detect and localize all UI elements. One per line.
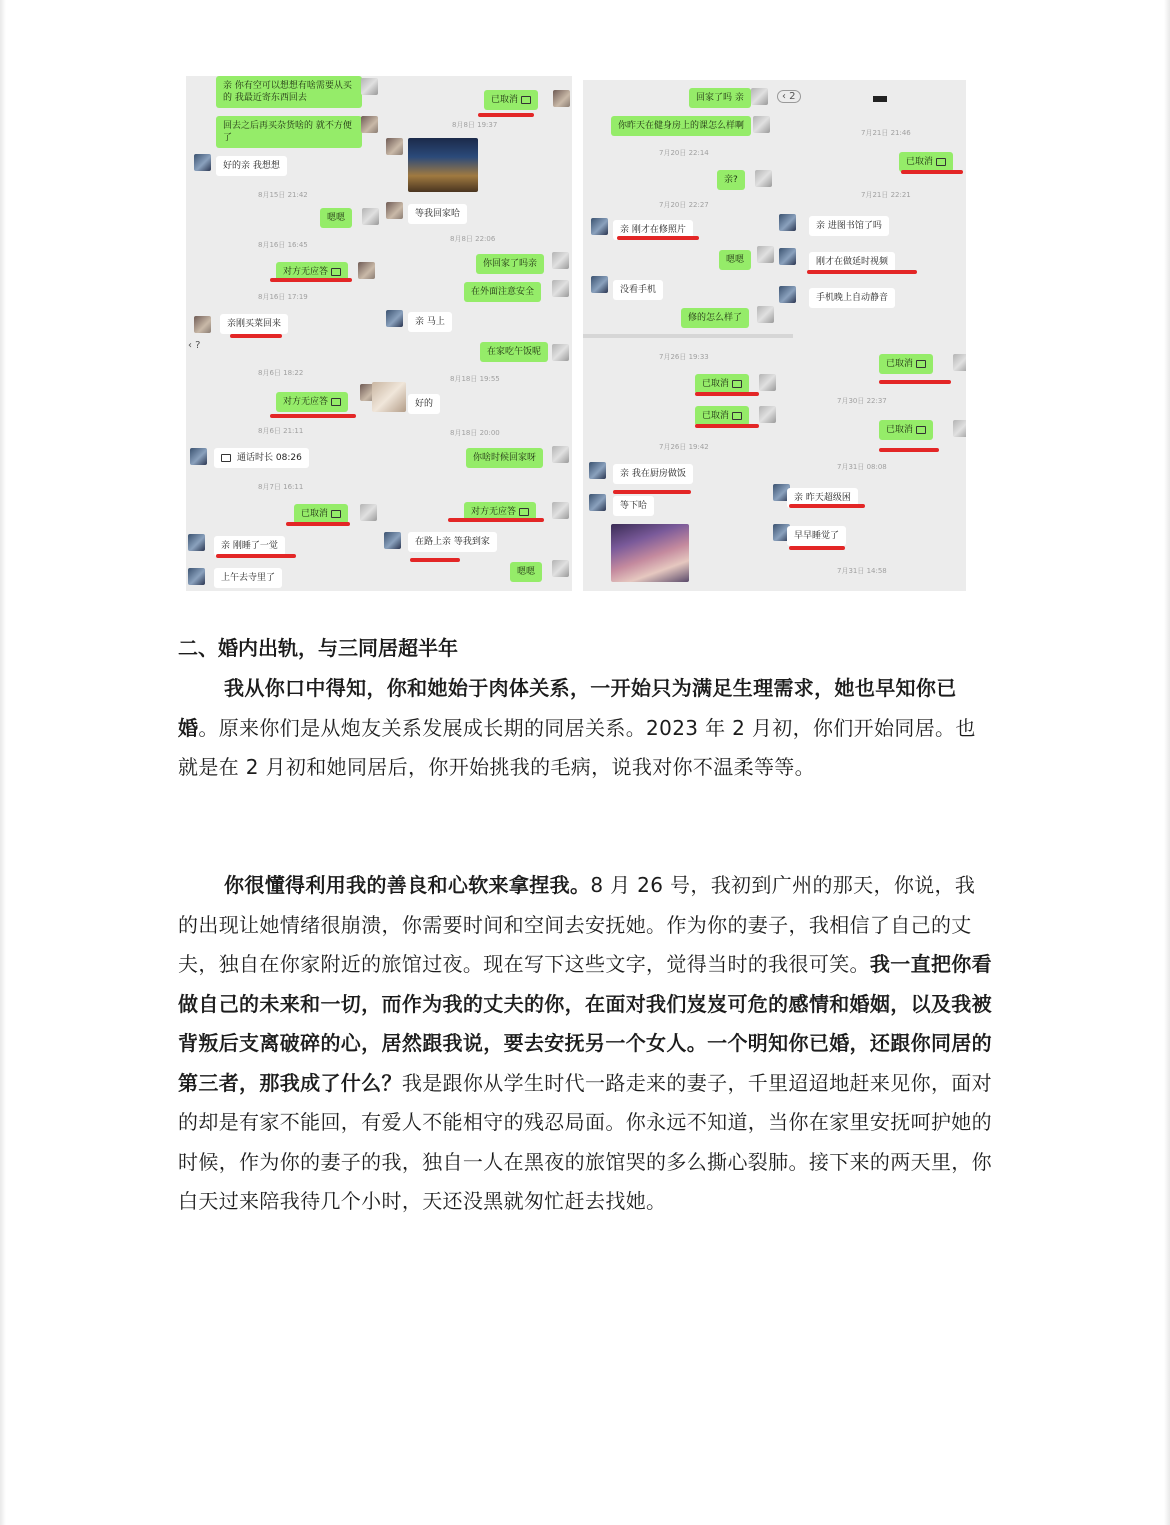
chat-bubble: 已取消	[695, 374, 749, 394]
phone-icon	[521, 96, 531, 104]
avatar	[552, 252, 569, 269]
timestamp: 8月6日 18:22	[258, 369, 304, 377]
phone-icon	[732, 380, 742, 388]
red-underline	[879, 448, 939, 452]
chat-bubble: 手机晚上自动静音	[809, 288, 895, 308]
chat-bubble: 回家了吗 亲	[689, 88, 751, 108]
avatar	[362, 208, 379, 225]
avatar	[386, 310, 403, 327]
timestamp: 8月6日 21:11	[258, 427, 304, 435]
avatar	[386, 138, 403, 155]
avatar	[591, 276, 608, 293]
chat-bubble: 在家吃午饭呢	[480, 342, 548, 362]
chat-bubble: 刚才在做延时视频	[809, 252, 895, 272]
timestamp: 7月20日 22:14	[659, 149, 709, 157]
paragraph	[178, 866, 993, 1222]
red-underline	[695, 424, 759, 428]
chat-bubble: 已取消	[294, 504, 348, 524]
avatar	[589, 494, 606, 511]
photo-thumbnail	[611, 524, 689, 582]
chat-bubble: 等我回家哈	[408, 204, 467, 224]
timestamp: 8月16日 17:19	[258, 293, 308, 301]
avatar	[188, 568, 205, 585]
avatar	[757, 246, 774, 263]
avatar	[589, 462, 606, 479]
avatar	[779, 286, 796, 303]
chat-nav: ‹ ?	[188, 340, 201, 351]
chat-bubble: 嗯嗯	[719, 250, 751, 270]
red-underline	[789, 546, 845, 550]
chat-bubble: 在外面注意安全	[464, 282, 541, 302]
chat-bubble: 通话时长 08:26	[214, 448, 309, 468]
avatar	[753, 116, 770, 133]
red-underline	[617, 236, 699, 240]
phone-icon	[916, 426, 926, 434]
chat-bubble: 对方无应答	[464, 502, 536, 522]
avatar	[188, 534, 205, 551]
chat-bubble: 修的怎么样了	[681, 308, 749, 328]
red-underline	[270, 414, 356, 418]
paragraph-bold-text: 我从你口中得知，你和她始于肉体关系，一开始只为满足生理需求，她也早知你已婚	[178, 676, 957, 740]
avatar	[779, 214, 796, 231]
chat-bubble: 亲?	[717, 170, 745, 190]
paragraph	[178, 669, 993, 788]
phone-icon	[519, 508, 529, 516]
status-icon	[873, 96, 887, 102]
red-underline	[410, 558, 460, 562]
video-call-icon	[221, 454, 231, 462]
timestamp: 7月21日 22:21	[861, 191, 911, 199]
chat-bubble: 嗯嗯	[510, 562, 542, 582]
paragraph-text: 。原来你们是从炮友关系发展成长期的同居关系。2023 年 2 月初，你们开始同居。也就是在 2 月初和她同居后，你开始挑我的毛病，说我对你不温柔等等。	[178, 715, 976, 779]
chat-bubble: 亲 刚才在修照片	[613, 220, 693, 240]
timestamp: 8月18日 20:00	[450, 429, 500, 437]
paragraph-text: 8 月 26 号，我初到广州的那天，你说，我的出现让她情绪很崩溃，你需要时间和空间去安抚她。作为你的妻子，我相信了自己的丈夫，独自在你家附近的旅馆过夜。现在写下这些文字，觉得当时的我很可笑。	[178, 873, 976, 976]
chat-bubble: 回去之后再买杂货啥的 就不方便了	[216, 116, 362, 148]
red-underline	[216, 554, 296, 558]
chat-bubble: 亲 你有空可以想想有啥需要从买的 我最近寄东西回去	[216, 76, 362, 108]
chat-bubble: 等下哈	[613, 496, 654, 516]
chat-bubble: 没看手机	[613, 280, 663, 300]
phone-icon	[936, 158, 946, 166]
phone-icon	[331, 398, 341, 406]
avatar	[361, 116, 378, 133]
chat-bubble: 亲刚买菜回来	[220, 314, 288, 334]
avatar	[751, 88, 768, 105]
red-underline	[807, 270, 917, 274]
chat-bubble: 亲 刚睡了一觉	[214, 536, 285, 556]
section-heading: 二、婚内出轨，与三同居超半年	[178, 636, 458, 660]
chat-bubble: 已取消	[879, 420, 933, 440]
red-underline	[270, 278, 352, 282]
chat-nav: ‹ 2	[777, 90, 801, 103]
chat-bubble: 早早睡觉了	[787, 526, 846, 546]
timestamp: 7月20日 22:27	[659, 201, 709, 209]
red-underline	[695, 392, 759, 396]
chat-bubble: 嗯嗯	[320, 208, 352, 228]
chat-bubble: 对方无应答	[276, 262, 348, 282]
chat-bubble: 在路上亲 等我到家	[408, 532, 497, 552]
chat-screenshot-left	[186, 76, 572, 591]
chat-bubble: 你回家了吗亲	[476, 254, 544, 274]
timestamp: 7月31日 08:08	[837, 463, 887, 471]
photo-thumbnail	[408, 138, 478, 192]
avatar	[953, 354, 966, 371]
timestamp: 8月7日 16:11	[258, 483, 304, 491]
phone-icon	[331, 268, 341, 276]
avatar	[190, 448, 207, 465]
timestamp: 7月26日 19:42	[659, 443, 709, 451]
chat-bubble: 亲 马上	[408, 312, 452, 332]
chat-bubble: 你昨天在健身房上的课怎么样啊	[611, 116, 751, 136]
avatar	[384, 532, 401, 549]
timestamp: 8月18日 19:55	[450, 375, 500, 383]
chat-bubble: 对方无应答	[276, 392, 348, 412]
phone-icon	[732, 412, 742, 420]
divider	[583, 334, 793, 338]
red-underline	[879, 380, 951, 384]
red-underline	[901, 170, 963, 174]
avatar	[552, 560, 569, 577]
avatar	[552, 502, 569, 519]
avatar	[360, 504, 377, 521]
chat-bubble: 亲 进图书馆了吗	[809, 216, 889, 236]
red-underline	[789, 504, 865, 508]
avatar	[194, 316, 211, 333]
timestamp: 7月21日 21:46	[861, 129, 911, 137]
avatar	[361, 78, 378, 95]
avatar	[552, 344, 569, 361]
timestamp: 8月8日 22:06	[450, 235, 496, 243]
page-edge-shadow	[1164, 0, 1170, 1525]
chat-bubble: 已取消	[879, 354, 933, 374]
red-underline	[613, 490, 691, 494]
timestamp: 7月30日 22:37	[837, 397, 887, 405]
red-underline	[448, 518, 544, 522]
avatar	[759, 406, 776, 423]
timestamp: 7月26日 19:33	[659, 353, 709, 361]
red-underline	[286, 522, 350, 526]
paragraph-bold-text: 我一直把你看做自己的未来和一切，而作为我的丈夫的你，在面对我们岌岌可危的感情和婚姻，以及我被背叛后支离破碎的心，居然跟我说，要去安抚另一个女人。一个明知你已婚，还跟你同居的第三者，那我成了什么？	[178, 952, 993, 1095]
avatar	[755, 170, 772, 187]
avatar	[953, 420, 966, 437]
chat-bubble: 已取消	[695, 406, 749, 426]
phone-icon	[331, 510, 341, 518]
chat-bubble: 上午去寺里了	[214, 568, 282, 588]
chat-bubble: 亲 昨天超级困	[787, 488, 858, 508]
photo-thumbnail	[372, 382, 406, 412]
avatar	[757, 306, 774, 323]
avatar	[553, 90, 570, 107]
avatar	[194, 154, 211, 171]
phone-icon	[916, 360, 926, 368]
avatar	[759, 374, 776, 391]
avatar	[552, 446, 569, 463]
avatar	[591, 218, 608, 235]
chat-bubble: 已取消	[484, 90, 538, 110]
avatar	[779, 248, 796, 265]
paragraph-text: 我是跟你从学生时代一路走来的妻子，千里迢迢地赶来见你，面对的却是有家不能回，有爱人不能相守的残忍局面。你永远不知道，当你在家里安抚呵护她的时候，作为你的妻子的我，独自一人在黑夜的旅馆哭的多么撕心裂肺。接下来的两天里，你白天过来陪我待几个小时，天还没黑就匆忙赶去找她。	[178, 1070, 993, 1213]
timestamp: 7月31日 14:58	[837, 567, 887, 575]
timestamp: 8月8日 19:37	[452, 121, 498, 129]
timestamp: 8月15日 21:42	[258, 191, 308, 199]
paragraph-bold-text: 你很懂得利用我的善良和心软来拿捏我。	[224, 873, 591, 897]
avatar	[358, 262, 375, 279]
timestamp: 8月16日 16:45	[258, 241, 308, 249]
chat-screenshot-right	[583, 80, 966, 591]
chat-bubble: 你啥时候回家呀	[466, 448, 543, 468]
avatar	[386, 202, 403, 219]
chat-bubble: 好的	[408, 394, 440, 414]
page-edge-shadow	[0, 0, 6, 1525]
red-underline	[230, 334, 282, 338]
chat-bubble: 好的亲 我想想	[216, 156, 287, 176]
chat-bubble: 已取消	[899, 152, 953, 172]
avatar	[552, 280, 569, 297]
red-underline	[478, 113, 534, 117]
chat-bubble: 亲 我在厨房做饭	[613, 464, 693, 484]
